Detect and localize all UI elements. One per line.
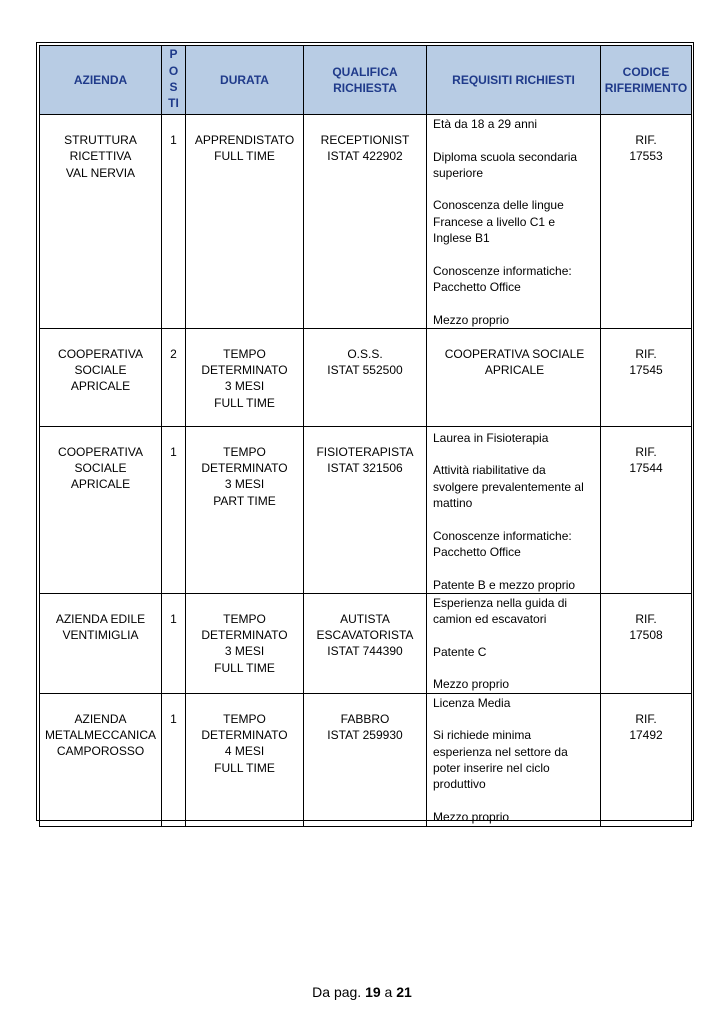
cell-durata: TEMPO DETERMINATO 3 MESI FULL TIME — [186, 328, 304, 426]
table-row — [40, 693, 692, 826]
footer-mid: a — [380, 984, 397, 1000]
footer-prefix: Da pag. — [312, 984, 366, 1000]
cell-azienda: STRUTTURA RICETTIVA VAL NERVIA — [40, 115, 162, 329]
cell-requisiti: COOPERATIVA SOCIALE APRICALE — [427, 328, 601, 426]
cell-codice: RIF. 17492 — [601, 693, 692, 826]
job-offers-frame — [36, 42, 694, 824]
cell-posti: 1 — [162, 426, 186, 593]
cell-posti: 1 — [162, 115, 186, 329]
header-row — [40, 46, 692, 115]
cell-requisiti: Esperienza nella guida di camion ed escavatori Patente C Mezzo proprio — [427, 593, 601, 693]
header-requisiti: REQUISITI RICHIESTI — [427, 46, 601, 115]
cell-posti: 1 — [162, 593, 186, 693]
cell-durata: TEMPO DETERMINATO 3 MESI PART TIME — [186, 426, 304, 593]
cell-codice: RIF. 17553 — [601, 115, 692, 329]
header-durata: DURATA — [186, 46, 304, 115]
cell-requisiti: Età da 18 a 29 anni Diploma scuola secondaria superiore Conoscenza delle lingue Francese a livello C1 e Inglese B1 Conoscenze informatiche: Pacchetto Office Mezzo proprio — [427, 115, 601, 329]
header-azienda: AZIENDA — [40, 46, 162, 115]
cell-requisiti: Licenza Media Si richiede minima esperienza nel settore da poter inserire nel ciclo produttivo Mezzo proprio — [427, 693, 601, 826]
table-row — [40, 593, 692, 693]
header-qualifica: QUALIFICA RICHIESTA — [304, 46, 427, 115]
cell-azienda: COOPERATIVA SOCIALE APRICALE — [40, 426, 162, 593]
footer-total: 21 — [396, 984, 412, 1000]
cell-azienda: COOPERATIVA SOCIALE APRICALE — [40, 328, 162, 426]
cell-qualifica: FABBRO ISTAT 259930 — [304, 693, 427, 826]
cell-qualifica: O.S.S. ISTAT 552500 — [304, 328, 427, 426]
cell-codice: RIF. 17508 — [601, 593, 692, 693]
header-codice: CODICE RIFERIMENTO — [601, 46, 692, 115]
footer-page: 19 — [365, 984, 381, 1000]
cell-qualifica: FISIOTERAPISTA ISTAT 321506 — [304, 426, 427, 593]
job-offers-table — [39, 45, 692, 827]
cell-durata: APPRENDISTATO FULL TIME — [186, 115, 304, 329]
cell-posti: 1 — [162, 693, 186, 826]
cell-durata: TEMPO DETERMINATO 4 MESI FULL TIME — [186, 693, 304, 826]
table-row — [40, 115, 692, 329]
cell-codice: RIF. 17544 — [601, 426, 692, 593]
table-row — [40, 328, 692, 426]
cell-durata: TEMPO DETERMINATO 3 MESI FULL TIME — [186, 593, 304, 693]
header-posti: P O S TI — [162, 46, 186, 115]
cell-codice: RIF. 17545 — [601, 328, 692, 426]
cell-qualifica: AUTISTA ESCAVATORISTA ISTAT 744390 — [304, 593, 427, 693]
cell-azienda: AZIENDA METALMECCANICA CAMPOROSSO — [40, 693, 162, 826]
table-body — [40, 115, 692, 827]
cell-posti: 2 — [162, 328, 186, 426]
cell-requisiti: Laurea in Fisioterapia Attività riabilitative da svolgere prevalentemente al mattino Conoscenze informatiche: Pacchetto Office Patente B e mezzo proprio — [427, 426, 601, 593]
page-footer — [0, 984, 724, 1000]
cell-qualifica: RECEPTIONIST ISTAT 422902 — [304, 115, 427, 329]
cell-azienda: AZIENDA EDILE VENTIMIGLIA — [40, 593, 162, 693]
table-row — [40, 426, 692, 593]
